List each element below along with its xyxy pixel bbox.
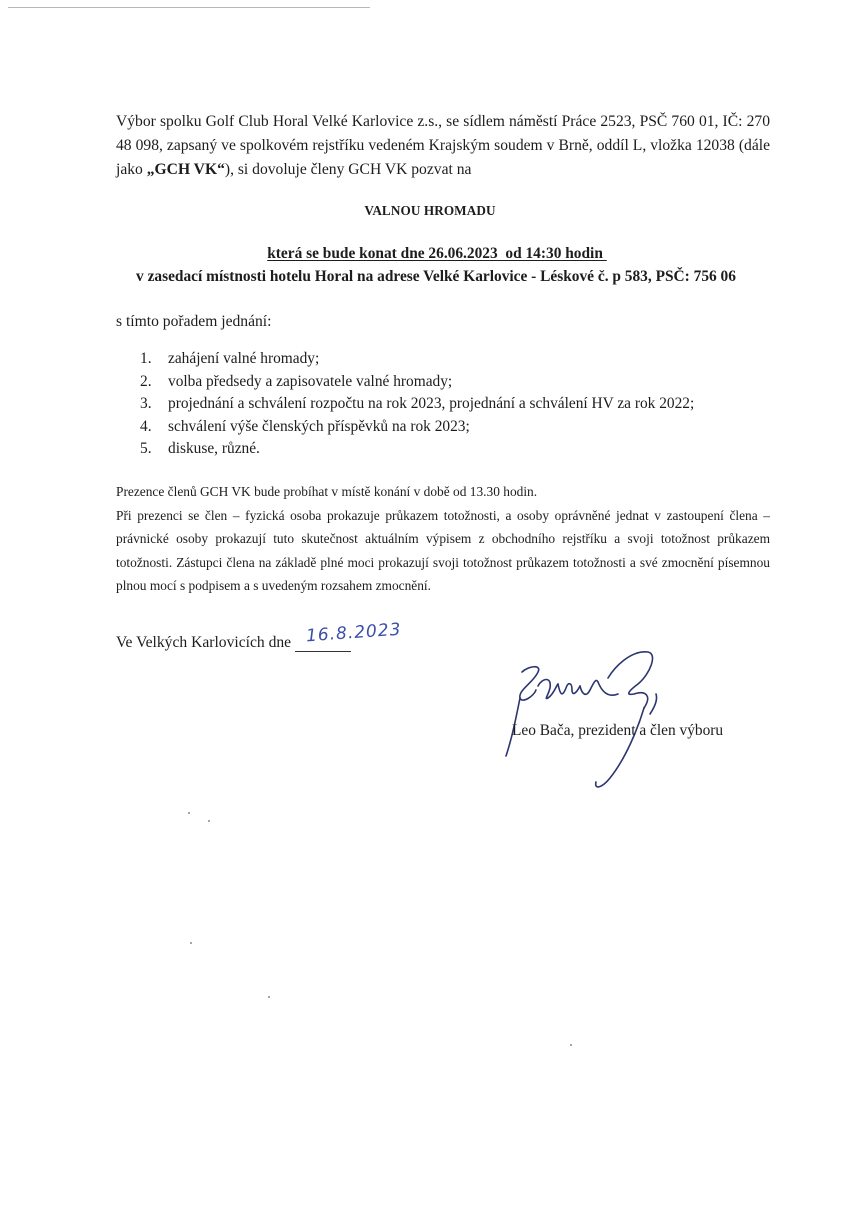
- presence-notes: [116, 480, 770, 598]
- scan-speck: [190, 942, 192, 944]
- agenda-item-number: 2.: [140, 372, 152, 390]
- scan-edge-line: [8, 7, 370, 8]
- signature-mark: [498, 638, 678, 798]
- agenda-item: [140, 348, 694, 371]
- agenda-item-text: schválení výše členských příspěvků na rok 2023;: [168, 417, 470, 435]
- club-abbreviation: „GCH VK“: [146, 161, 225, 178]
- scan-speck: [188, 812, 190, 814]
- presence-time-note: Prezence členů GCH VK bude probíhat v místě konání v době od 13.30 hodin.: [116, 484, 538, 499]
- agenda-item-number: 3.: [140, 395, 152, 413]
- agenda-item-number: 1.: [140, 350, 152, 367]
- intro-text-start: Výbor spolku Golf Club Horal Velké Karlovice z.s., se sídlem náměstí Práce 2523, PSČ 760 01, IČ: 270 48 098, zapsaný ve spolkovém rejstříku vedeném Krajským soudem v Brně, oddíl L, vložka 12038 (dále jako: [116, 113, 770, 178]
- identification-note: Při prezenci se člen – fyzická osoba prokazuje průkazem totožnosti, a osoby oprávněné jednat v zastoupení člena – právnické osoby prokazují tuto skutečnost aktuálním výpisem z obchodního rejstříku a svoji totožnost průkazem totožnosti. Zástupci člena na základě plné moci prokazují svoji totožnost průkazem totožnosti a své zmocnění písemnou plnou mocí s podpisem a s uvedeným rozsahem zmocnění.: [116, 507, 770, 593]
- agenda-item: [140, 393, 694, 416]
- agenda-intro: s tímto pořadem jednání:: [116, 313, 272, 330]
- agenda-list: [140, 348, 694, 461]
- agenda-item: [140, 371, 694, 394]
- intro-paragraph: [116, 110, 770, 182]
- intro-text-end: ), si dovoluje členy GCH VK pozvat na: [224, 161, 472, 178]
- meeting-date-text: která se bude konat dne 26.06.2023 od 14:30 hodin: [267, 245, 607, 262]
- place-date-label: Ve Velkých Karlovicích dne: [116, 634, 292, 651]
- agenda-item-text: diskuse, různé.: [168, 440, 260, 458]
- meeting-venue-line: v zasedací místnosti hotelu Horal na adrese Velké Karlovice - Léskové č. p 583, PSČ: 756 06: [136, 268, 736, 285]
- meeting-date-line: [7, 245, 860, 263]
- scan-speck: [268, 996, 270, 998]
- handwritten-date: 16.8.2023: [305, 619, 403, 647]
- agenda-item-text: zahájení valné hromady;: [168, 350, 320, 367]
- agenda-item-number: 4.: [140, 417, 152, 435]
- scan-speck: [208, 820, 210, 822]
- agenda-item: [140, 438, 694, 461]
- signer-name: Leo Bača, prezident a člen výboru: [512, 722, 724, 739]
- agenda-item-number: 5.: [140, 440, 152, 458]
- agenda-item-text: volba předsedy a zapisovatele valné hromady;: [168, 372, 453, 390]
- agenda-item-text: projednání a schválení rozpočtu na rok 2023, projednání a schválení HV za rok 2022;: [168, 395, 695, 413]
- scan-speck: [570, 1044, 572, 1046]
- agenda-item: [140, 416, 694, 439]
- document-title: VALNOU HROMADU: [364, 203, 496, 218]
